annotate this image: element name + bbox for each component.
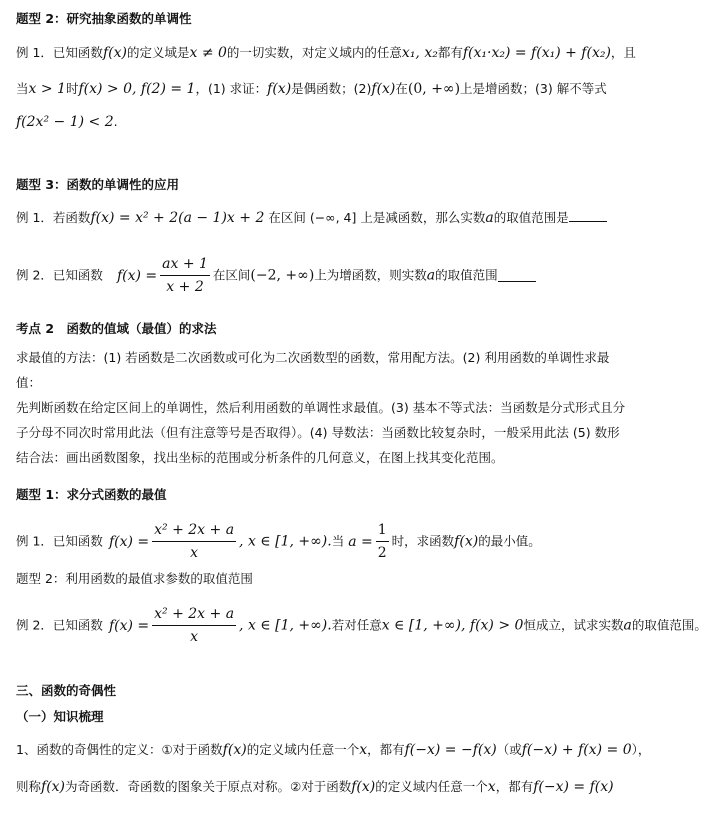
- math-x: x: [359, 742, 368, 758]
- text: 的定义域是: [126, 45, 190, 60]
- math-a: a: [623, 617, 632, 634]
- type2-example1-line1: [16, 44, 636, 62]
- text: 上为增函数，则实数: [314, 267, 427, 283]
- fraction: [160, 254, 210, 297]
- section-heading-type1: 题型 1：求分式函数的最值: [16, 487, 167, 502]
- math-inequality: f(2x² − 1) < 2: [16, 114, 114, 130]
- type2-example2: [16, 604, 707, 647]
- math-fx: f(x): [267, 81, 292, 97]
- text: 都有: [437, 45, 463, 60]
- math-x1x2: x₁, x₂: [401, 45, 438, 61]
- math-x-ne-0: x ≠ 0: [189, 45, 227, 61]
- math-condition: x ∈ [1, +∞), f(x) > 0: [381, 617, 524, 634]
- fraction-half: [376, 520, 389, 563]
- math-fx: f(x): [351, 779, 376, 795]
- text: 的取值范围: [435, 267, 498, 283]
- paragraph-line: 子分母不同次时常用此法（但有注意等号是否取得）。(4) 导数法：当函数比较复杂时，一般采用此法 (5) 数形: [16, 425, 620, 440]
- section-heading-type2: 题型 2：研究抽象函数的单调性: [16, 11, 192, 26]
- text: 时: [65, 81, 79, 96]
- math-a-eq: a =: [348, 533, 373, 550]
- text: （或: [496, 742, 522, 757]
- paragraph-line: 先判断函数在给定区间上的单调性，然后利用函数的单调性求最值。(3) 基本不等式法：当函数是分式形式且分: [16, 400, 626, 415]
- text: 的取值范围是: [493, 210, 569, 225]
- text: 当: [16, 81, 29, 96]
- fraction-denominator: 2: [377, 545, 387, 561]
- math-x-gt-1: x > 1: [28, 81, 66, 97]
- text: 则称: [16, 779, 42, 794]
- text: 在区间: [212, 267, 251, 283]
- math-fx: f(x): [454, 533, 479, 550]
- fraction-denominator: x: [190, 629, 199, 645]
- math-fx-eq: f(x) =: [108, 617, 150, 634]
- math-interval: (0, +∞): [407, 81, 461, 97]
- math-domain: , x ∈ [1, +∞).: [239, 617, 332, 634]
- math-interval: (−2, +∞): [250, 267, 315, 284]
- parity-definition-line1: [16, 741, 651, 759]
- text: 1、函数的奇偶性的定义：①对于函数: [16, 742, 223, 757]
- math-even-def: f(−x) = f(x): [533, 779, 614, 795]
- text: 例 2．已知函数: [16, 617, 103, 633]
- math-odd-def: f(−x) = −f(x): [404, 742, 497, 758]
- text: 例 2．已知函数: [16, 267, 103, 283]
- type2-example1-line3: [16, 113, 626, 131]
- fraction: [152, 604, 236, 647]
- math-fx: f(x): [371, 81, 396, 97]
- paragraph-line: 求最值的方法：(1) 若函数是二次函数或可化为二次函数型的函数，常用配方法。(2) 利用函数的单调性求最值：: [16, 350, 610, 390]
- text: 的取值范围。: [631, 617, 707, 633]
- text: 是偶函数；(2): [291, 81, 372, 96]
- text: 的一切实数，对定义域内的任意: [226, 45, 402, 60]
- type3-example1: [16, 209, 626, 227]
- fraction-denominator: x: [190, 545, 199, 561]
- math-x: x: [487, 779, 496, 795]
- math-odd-def-alt: f(−x) + f(x) = 0: [521, 742, 632, 758]
- text: 若对任意: [331, 617, 382, 633]
- text: ，且: [610, 45, 636, 60]
- answer-blank: [498, 269, 536, 282]
- text: 恒成立，试求实数: [523, 617, 624, 633]
- section-heading-kaodian2: 考点 2 函数的值域（最值）的求法: [16, 321, 217, 336]
- parity-definition-line2: [16, 778, 626, 796]
- text: ），: [631, 742, 651, 757]
- methods-paragraph: [16, 345, 626, 470]
- subheading-knowledge: （一）知识梳理: [16, 709, 104, 724]
- text: .: [113, 114, 118, 129]
- math-a: a: [426, 267, 436, 284]
- math-fx: f(x): [102, 45, 127, 61]
- section-heading-type3: 题型 3：函数的单调性的应用: [16, 177, 180, 192]
- fraction-numerator: x² + 2x + a: [152, 520, 236, 542]
- answer-blank: [569, 209, 607, 222]
- fraction-numerator: ax + 1: [160, 254, 210, 276]
- text: 为奇函数．奇函数的图象关于原点对称。②对于函数: [65, 779, 352, 794]
- fraction-numerator: 1: [376, 520, 389, 542]
- math-fx-eq: f(x) =: [116, 267, 158, 284]
- text: 的最小值。: [478, 533, 541, 549]
- math-fx: f(x): [41, 779, 66, 795]
- text: ，都有: [367, 742, 405, 757]
- math-fx-conditions: f(x) > 0, f(2) = 1: [78, 81, 196, 97]
- type1-example1: [16, 520, 626, 563]
- text: 例 1．若函数: [16, 210, 91, 225]
- text: ，都有: [495, 779, 534, 794]
- math-domain: , x ∈ [1, +∞).: [239, 533, 332, 550]
- text: 例 1．已知函数: [16, 533, 103, 549]
- fraction: [152, 520, 236, 563]
- type3-example2: [16, 254, 626, 297]
- text: 时，求函数: [391, 533, 455, 549]
- math-functional-eq: f(x₁·x₂) = f(x₁) + f(x₂): [462, 45, 611, 61]
- text: 的定义域内任意一个: [246, 742, 360, 757]
- text: 上是增函数；(3) 解不等式: [460, 81, 607, 96]
- text: 的定义域内任意一个: [375, 779, 488, 794]
- fraction-denominator: x + 2: [166, 279, 204, 295]
- section-heading-parity: 三、函数的奇偶性: [16, 683, 117, 698]
- text: ，(1) 求证：: [195, 81, 268, 96]
- math-fx-eq: f(x) =: [108, 533, 150, 550]
- text: 当: [331, 533, 345, 549]
- text: 在区间 (−∞, 4] 上是减函数，那么实数: [268, 210, 486, 225]
- math-fx: f(x): [222, 742, 247, 758]
- fraction-numerator: x² + 2x + a: [152, 604, 236, 626]
- type2-params-title: 题型 2：利用函数的最值求参数的取值范围: [16, 571, 253, 586]
- math-quadratic: f(x) = x² + 2(a − 1)x + 2: [90, 210, 265, 226]
- paragraph-line: 结合法：画出函数图象，找出坐标的范围或分析条件的几何意义，在图上找其变化范围。: [16, 450, 504, 465]
- type2-example1-line2: [16, 80, 626, 98]
- text: 在: [395, 81, 408, 96]
- text: 例 1．已知函数: [16, 45, 103, 60]
- math-a: a: [485, 210, 494, 226]
